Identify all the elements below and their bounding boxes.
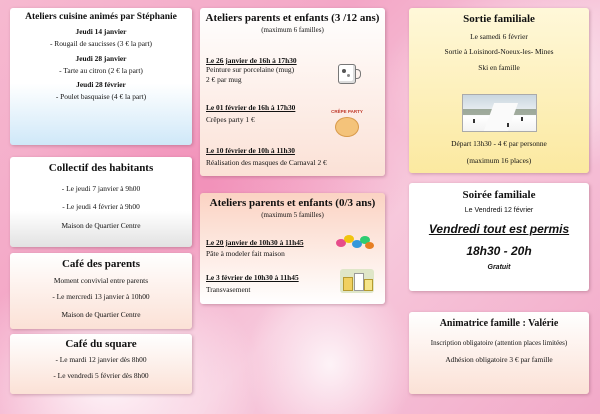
cafe-square-card bbox=[10, 334, 192, 394]
cafe-parents-line-3: Maison de Quartier Centre bbox=[61, 309, 141, 319]
play-dough-icon bbox=[336, 235, 376, 251]
session-1-extra: 2 € par mug bbox=[206, 74, 242, 84]
collectif-line-2: - Le jeudi 4 février à 9h00 bbox=[62, 202, 140, 212]
soiree-time: 18h30 - 20h bbox=[466, 243, 532, 258]
session-0-3-2-desc: Transvasement bbox=[206, 285, 251, 295]
pouring-icon bbox=[340, 269, 374, 293]
animatrice-line-1: Inscription obligatoire (attention places limitées) bbox=[430, 339, 568, 347]
cafe-parents-title: Café des parents bbox=[61, 258, 140, 270]
collectif-card bbox=[10, 157, 192, 247]
ateliers-0-3-subtitle: (maximum 5 familles) bbox=[261, 211, 324, 219]
soiree-title: Soirée familiale bbox=[462, 189, 536, 201]
ateliers-3-12-subtitle: (maximum 6 familles) bbox=[261, 26, 324, 34]
cafe-square-title: Café du square bbox=[65, 338, 137, 350]
mug-icon bbox=[338, 64, 356, 84]
animatrice-title: Animatrice famille : Valérie bbox=[439, 318, 559, 329]
collectif-title: Collectif des habitants bbox=[48, 162, 154, 174]
session-3-when: Le 10 février de 10h à 11h30 bbox=[206, 146, 295, 155]
cuisine-desc-2: - Tarte au citron (2 € la part) bbox=[59, 65, 143, 75]
sortie-line-2: Sortie à Loisinord-Noeux-les- Mines bbox=[444, 47, 554, 57]
collectif-line-1: - Le jeudi 7 janvier à 9h00 bbox=[61, 184, 141, 193]
sortie-line-1: Le samedi 6 février bbox=[470, 32, 528, 41]
cuisine-desc-3: - Poulet basquaise (4 € la part) bbox=[55, 92, 147, 102]
cafe-square-line-1: - Le mardi 12 janvier dès 8h00 bbox=[55, 355, 147, 364]
ateliers-3-12-card bbox=[200, 8, 385, 176]
session-0-3-1-when: Le 20 janvier de 10h30 à 11h45 bbox=[206, 238, 304, 247]
session-1-when: Le 26 janvier de 16h à 17h30 bbox=[206, 56, 297, 65]
cafe-square-line-2: - Le vendredi 5 février dès 8h00 bbox=[53, 371, 149, 381]
sortie-depart: Départ 13h30 - 4 € par personne bbox=[451, 139, 547, 148]
soiree-price: Gratuit bbox=[487, 263, 511, 271]
sortie-max: (maximum 16 places) bbox=[466, 156, 532, 165]
cuisine-date-3: Jeudi 28 février bbox=[76, 80, 126, 89]
cafe-parents-line-1: Moment convivial entre parents bbox=[53, 276, 149, 285]
cuisine-date-1: Jeudi 14 janvier bbox=[75, 27, 127, 36]
session-0-3-1-desc: Pâte à modeler fait maison bbox=[206, 249, 285, 259]
cuisine-date-2: Jeudi 28 janvier bbox=[75, 53, 127, 63]
ateliers-3-12-title: Ateliers parents et enfants (3 /12 ans) bbox=[205, 12, 380, 24]
animatrice-card bbox=[409, 312, 589, 394]
crepe-party-label: CRÊPE PARTY bbox=[331, 109, 363, 114]
soiree-headline: Vendredi tout est permis bbox=[428, 221, 570, 236]
sortie-title: Sortie familiale bbox=[463, 13, 535, 25]
collectif-line-3: Maison de Quartier Centre bbox=[61, 220, 141, 230]
cuisine-card bbox=[10, 8, 192, 145]
soiree-date: Le Vendredi 12 février bbox=[464, 207, 534, 214]
soiree-card bbox=[409, 183, 589, 291]
ski-slope-image bbox=[462, 94, 537, 132]
session-2-desc: Crêpes party 1 € bbox=[206, 115, 255, 125]
session-2-when: Le 01 février de 16h à 17h30 bbox=[206, 103, 296, 112]
cafe-parents-line-2: - Le mercredi 13 janvier à 10h00 bbox=[52, 292, 150, 302]
animatrice-line-2: Adhésion obligatoire 3 € par famille bbox=[445, 354, 553, 364]
crepe-party-icon bbox=[331, 109, 363, 136]
session-0-3-2-when: Le 3 février de 10h30 à 11h45 bbox=[206, 273, 299, 282]
ateliers-0-3-card bbox=[200, 193, 385, 304]
sortie-line-3: Ski en famille bbox=[478, 62, 520, 72]
cuisine-desc-1: - Rougail de saucisses (3 € la part) bbox=[49, 39, 152, 49]
session-3-desc: Réalisation des masques de Carnaval 2 € bbox=[206, 158, 327, 168]
sortie-card bbox=[409, 8, 589, 173]
cuisine-title: Ateliers cuisine animés par Stéphanie bbox=[25, 12, 177, 22]
cafe-parents-card bbox=[10, 253, 192, 329]
session-1-desc: Peinture sur porcelaine (mug) bbox=[206, 65, 295, 75]
ateliers-0-3-title: Ateliers parents et enfants (0/3 ans) bbox=[209, 197, 376, 209]
